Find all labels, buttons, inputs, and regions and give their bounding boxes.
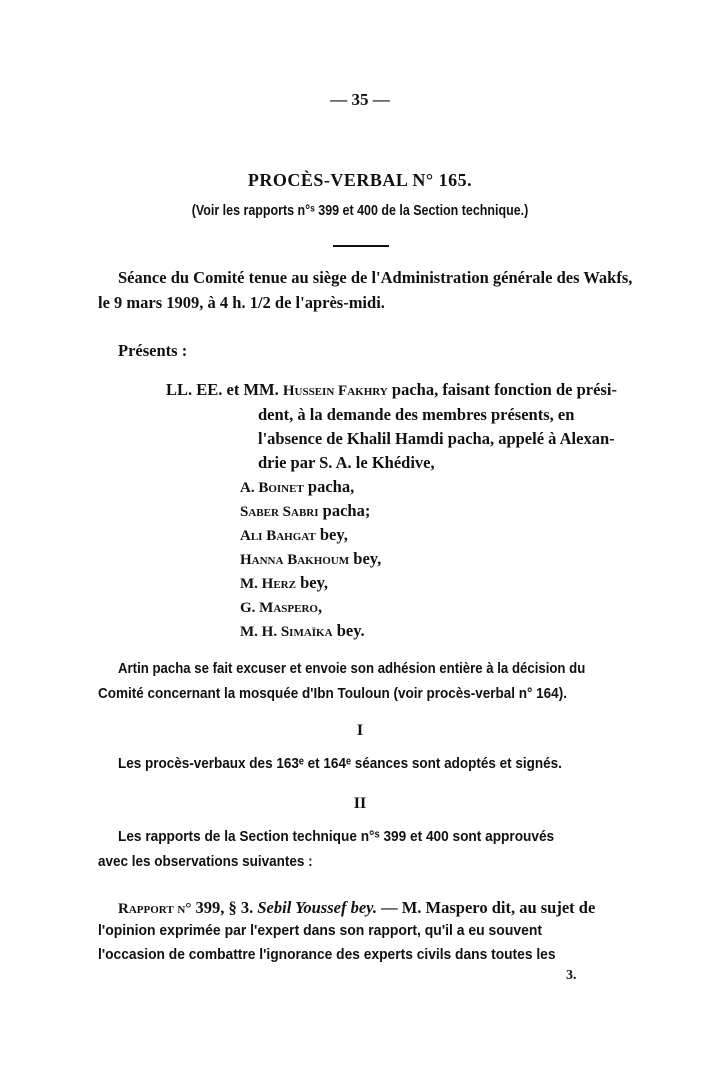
attendee-member <box>240 525 348 545</box>
intro-line-1: Séance du Comité tenue au siège de l'Administration générale des Wakfs, <box>118 268 633 287</box>
subtitle-reference: (Voir les rapports n°ˢ 399 et 400 de la Section technique.) <box>191 203 529 219</box>
attendee-member <box>240 597 322 617</box>
member-title: bey, <box>349 549 382 568</box>
signature-mark: 3. <box>566 968 577 983</box>
rapport-line-2: l'opinion exprimée par l'expert dans son rapport, qu'il a eu souvent <box>98 922 543 939</box>
page-number: — 35 — <box>330 90 390 109</box>
rapport-line-1-rest: — M. Maspero dit, au sujet de <box>376 898 596 917</box>
attendee-lead <box>166 380 617 400</box>
attendee-lead-prefix: LL. EE. et MM. <box>166 380 279 399</box>
member-title: pacha, <box>303 477 355 496</box>
attendee-member <box>240 501 370 521</box>
excuse-line-1: Artin pacha se fait excuser et envoie son adhésion entière à la décision du <box>118 660 586 677</box>
attendee-lead-cont-2: l'absence de Khalil Hamdi pacha, appelé à Alexan- <box>258 429 615 448</box>
member-title: bey. <box>332 621 365 640</box>
member-name: Ali Bahgat <box>240 528 316 544</box>
title-divider <box>333 245 389 247</box>
intro-line-2: le 9 mars 1909, à 4 h. 1/2 de l'après-midi. <box>98 293 385 312</box>
page-title: PROCÈS-VERBAL N° 165. <box>247 170 473 190</box>
attendee-member <box>240 573 328 593</box>
rapport-label: Rapport n° <box>118 901 192 917</box>
member-title: , <box>317 597 323 616</box>
section-numeral-1: I <box>356 722 364 739</box>
section-2-line-1: Les rapports de la Section technique n°ˢ 399 et 400 sont approuvés <box>118 828 555 845</box>
attendee-lead-name: Hussein Fakhry <box>282 383 388 399</box>
member-name: A. Boinet <box>240 480 304 496</box>
attendee-lead-rest: pacha, faisant fonction de prési- <box>391 380 617 399</box>
member-name: M. H. Simaïka <box>240 624 333 640</box>
attendee-lead-cont-3: drie par S. A. le Khédive, <box>258 453 435 472</box>
presents-label: Présents : <box>118 341 188 360</box>
rapport-italic-title: Sebil Youssef bey. <box>257 898 377 917</box>
section-2-line-2: avec les observations suivantes : <box>98 853 313 870</box>
rapport-ref: 399, § 3. <box>191 898 254 917</box>
member-name: G. Maspero <box>240 600 318 616</box>
member-title: bey, <box>315 525 348 544</box>
member-title: bey, <box>295 573 329 592</box>
section-1-text: Les procès-verbaux des 163ᵉ et 164ᵉ séances sont adoptés et signés. <box>118 755 562 772</box>
attendee-member <box>240 549 381 569</box>
excuse-line-2: Comité concernant la mosquée d'Ibn Touloun (voir procès-verbal n° 164). <box>98 685 567 702</box>
rapport-line-1 <box>118 898 595 918</box>
member-name: M. Herz <box>240 576 296 592</box>
attendee-member <box>240 621 365 641</box>
rapport-line-3: l'occasion de combattre l'ignorance des experts civils dans toutes les <box>98 946 556 963</box>
member-name: Hanna Bakhoum <box>240 552 350 568</box>
attendee-member <box>240 477 354 497</box>
member-title: pacha; <box>318 501 371 520</box>
section-numeral-2: II <box>353 795 367 812</box>
attendee-lead-cont-1: dent, à la demande des membres présents, en <box>258 405 575 424</box>
member-name: Saber Sabri <box>240 504 319 520</box>
